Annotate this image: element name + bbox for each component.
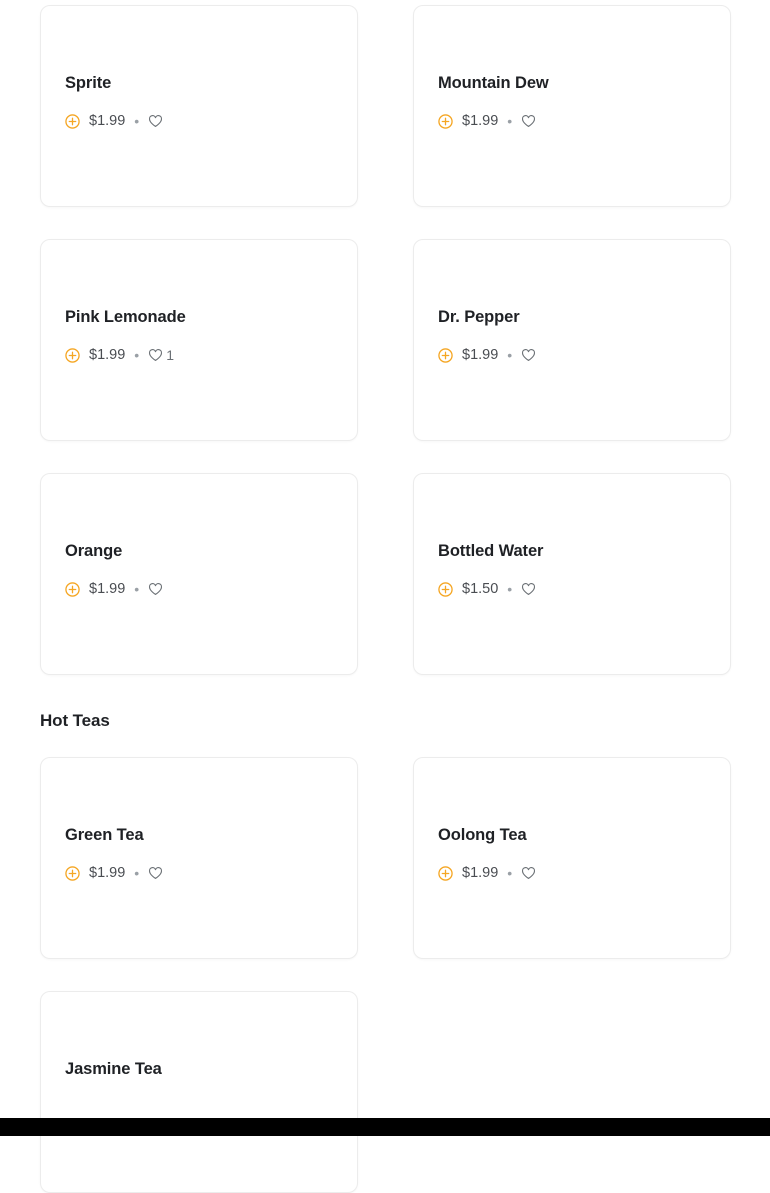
heart-icon[interactable] — [521, 866, 536, 880]
product-price: $1.99 — [89, 581, 126, 597]
product-meta — [65, 865, 341, 881]
plus-circle-icon[interactable] — [65, 866, 80, 881]
separator-dot: • — [134, 113, 140, 129]
plus-circle-icon[interactable] — [438, 348, 453, 363]
product-card-body — [438, 542, 714, 597]
separator-dot: • — [507, 113, 513, 129]
product-price: $1.99 — [462, 113, 499, 129]
product-meta — [438, 113, 714, 129]
product-card[interactable] — [40, 239, 358, 441]
product-card-body — [65, 542, 341, 597]
product-name: Bottled Water — [438, 542, 544, 560]
favorite-control[interactable] — [521, 582, 539, 596]
product-card[interactable] — [413, 473, 731, 675]
favorite-control[interactable] — [521, 866, 539, 880]
product-card-body — [65, 1060, 341, 1099]
separator-dot: • — [507, 865, 513, 881]
separator-dot: • — [134, 865, 140, 881]
product-card[interactable] — [413, 5, 731, 207]
heart-icon[interactable] — [148, 348, 163, 362]
plus-circle-icon[interactable] — [438, 582, 453, 597]
heart-icon[interactable] — [148, 114, 163, 128]
product-price: $1.99 — [462, 865, 499, 881]
product-card[interactable] — [413, 757, 731, 959]
plus-circle-icon[interactable] — [65, 348, 80, 363]
section-spacer — [40, 675, 730, 711]
plus-circle-icon[interactable] — [438, 866, 453, 881]
product-grid-cold-drinks — [40, 5, 730, 675]
product-name: Orange — [65, 542, 123, 560]
product-card-body — [438, 826, 714, 881]
product-name: Oolong Tea — [438, 826, 527, 844]
heart-icon[interactable] — [148, 582, 163, 596]
product-card[interactable] — [40, 991, 358, 1193]
product-price: $1.99 — [462, 347, 499, 363]
product-name: Jasmine Tea — [65, 1060, 162, 1078]
favorite-control[interactable] — [148, 582, 166, 596]
product-card-body — [65, 308, 341, 363]
product-card-body — [438, 308, 714, 363]
product-card-body — [65, 74, 341, 129]
product-card[interactable] — [40, 5, 358, 207]
favorite-count: 1 — [166, 347, 174, 363]
product-card[interactable] — [413, 239, 731, 441]
product-price: $1.99 — [89, 865, 126, 881]
heart-icon[interactable] — [521, 348, 536, 362]
favorite-control[interactable] — [521, 114, 539, 128]
favorite-control[interactable] — [148, 347, 174, 363]
separator-dot: • — [134, 347, 140, 363]
heart-icon[interactable] — [521, 582, 536, 596]
heart-icon[interactable] — [521, 114, 536, 128]
product-price: $1.99 — [89, 113, 126, 129]
separator-dot: • — [507, 347, 513, 363]
plus-circle-icon[interactable] — [438, 114, 453, 129]
favorite-control[interactable] — [148, 866, 166, 880]
heart-icon[interactable] — [148, 866, 163, 880]
favorite-control[interactable] — [148, 114, 166, 128]
product-name: Pink Lemonade — [65, 308, 186, 326]
favorite-control[interactable] — [521, 348, 539, 362]
plus-circle-icon[interactable] — [65, 114, 80, 129]
product-price: $1.50 — [462, 581, 499, 597]
section-heading-hot-teas: Hot Teas — [40, 711, 110, 730]
product-meta — [438, 865, 714, 881]
product-meta — [65, 347, 341, 363]
separator-dot: • — [134, 581, 140, 597]
bottom-system-bar — [0, 1118, 770, 1136]
product-card-body — [65, 826, 341, 881]
product-name: Dr. Pepper — [438, 308, 520, 326]
heading-spacer — [40, 731, 730, 757]
product-name: Green Tea — [65, 826, 144, 844]
product-card-body — [438, 74, 714, 129]
product-card[interactable] — [40, 473, 358, 675]
plus-circle-icon[interactable] — [65, 582, 80, 597]
product-name: Sprite — [65, 74, 112, 92]
product-meta — [65, 581, 341, 597]
product-price: $1.99 — [89, 347, 126, 363]
product-meta — [438, 581, 714, 597]
product-card[interactable] — [40, 757, 358, 959]
product-meta — [438, 347, 714, 363]
product-name: Mountain Dew — [438, 74, 549, 92]
separator-dot: • — [507, 581, 513, 597]
product-meta — [65, 113, 341, 129]
